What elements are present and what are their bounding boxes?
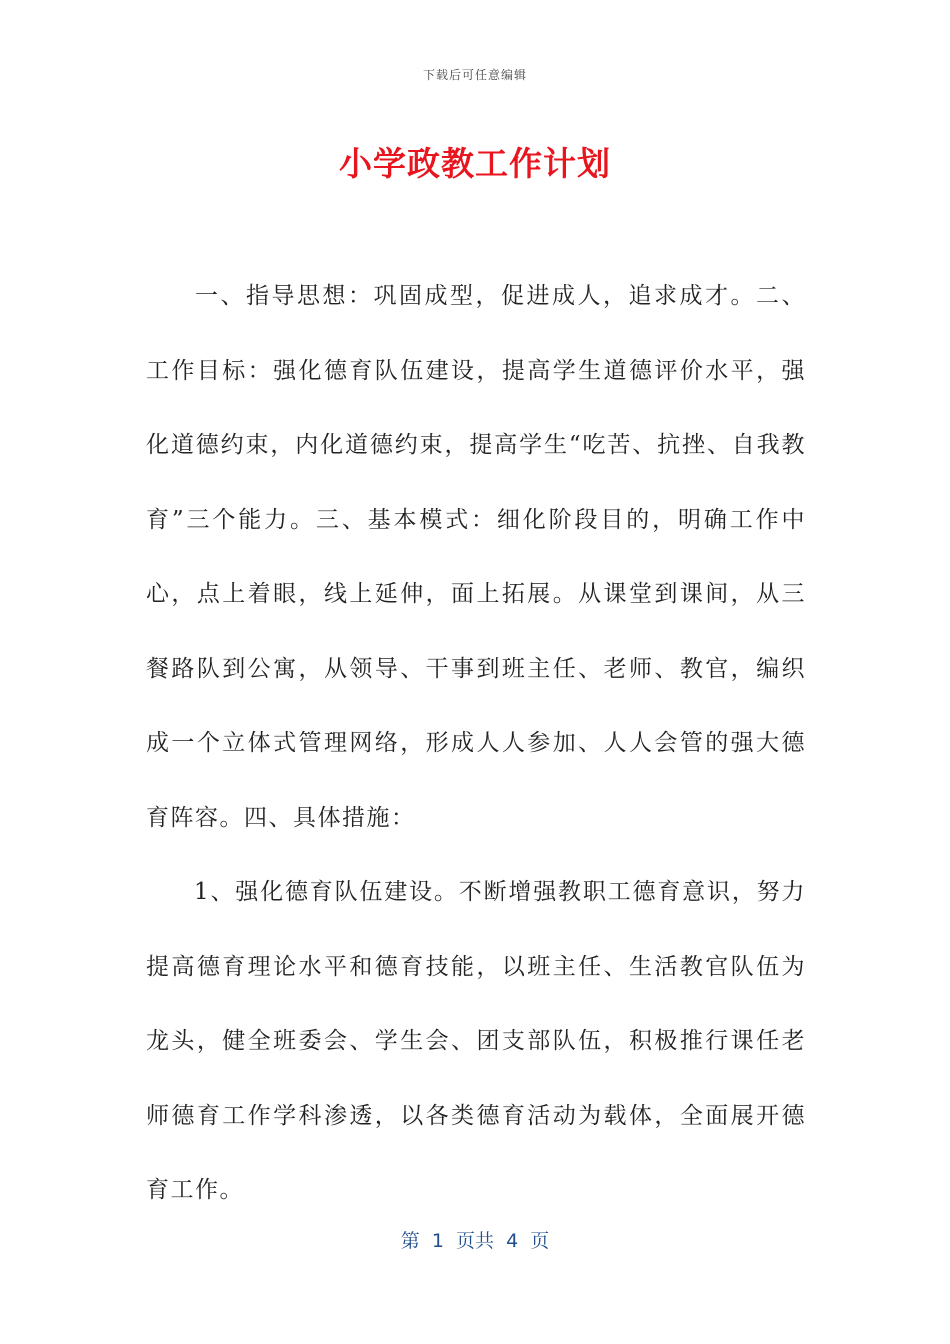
paragraph-2-text: 1、强化德育队伍建设。不断增强教职工德育意识，努力提高德育理论水平和德育技能，以班主任、生活教官队伍为龙头，健全班委会、学生会、团支部队伍，积极推行课任老师德育工作学科渗透，以各类德育活动为载体，全面展开德育工作。 bbox=[146, 879, 806, 1203]
paragraph-1-text: 一、指导思想：巩固成型，促进成人，追求成才。二、工作目标：强化德育队伍建设，提高学生道德评价水平，强化道德约束，内化道德约束，提高学生“吃苦、抗挫、自我教育”三个能力。三、基本模式：细化阶段目的，明确工作中心，点上着眼，线上延伸，面上拓展。从课堂到课间，从三餐路队到公寓，从领导、干事到班主任、老师、教官，编织成一个立体式管理网络，形成人人参加、人人会管的强大德育阵容。四、具体措施： bbox=[146, 283, 806, 831]
document-title: 小学政教工作计划 bbox=[339, 144, 611, 183]
body-paragraph-2 bbox=[146, 855, 806, 1228]
header-note: 下载后可任意编辑 bbox=[422, 68, 527, 82]
body-paragraph-1 bbox=[146, 259, 806, 855]
page-number-footer: 第 1 页共 4 页 bbox=[400, 1230, 550, 1252]
